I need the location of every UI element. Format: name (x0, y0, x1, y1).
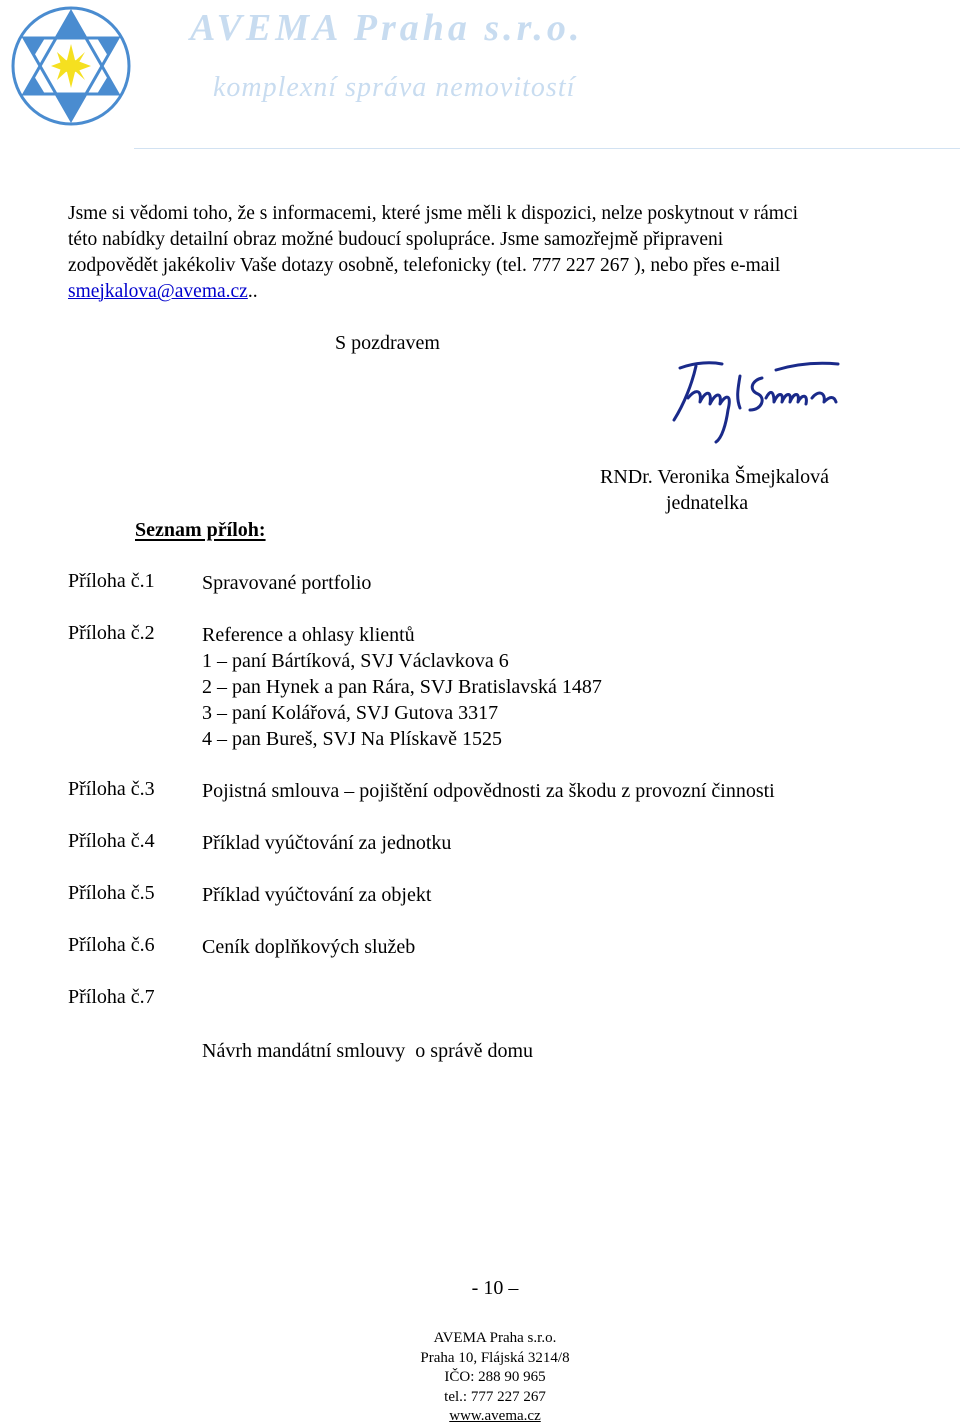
closing-paragraph (68, 201, 920, 305)
attachment-description (202, 622, 602, 752)
attachment-line: 3 – paní Kolářová, SVJ Gutova 3317 (202, 702, 499, 724)
company-name: AVEMA Praha s.r.o. (190, 7, 584, 49)
attachment-line: Spravované portfolio (202, 572, 372, 594)
attachment-line: 4 – pan Bureš, SVJ Na Plískavě 1525 (202, 728, 502, 750)
attachment-label: Příloha č.5 (68, 882, 155, 904)
attachment-line: Příklad vyúčtování za jednotku (202, 832, 452, 854)
attachments-heading: Seznam příloh: (135, 519, 266, 541)
attachment-description (202, 778, 775, 804)
attachment-line: Návrh mandátní smlouvy o správě domu (202, 1040, 534, 1062)
attachment-description (202, 934, 415, 960)
footer-web-link[interactable]: www.avema.cz (449, 1408, 541, 1425)
footer-company: AVEMA Praha s.r.o. (433, 1330, 557, 1346)
attachment-line: Příklad vyúčtování za objekt (202, 884, 432, 906)
paragraph-line: této nabídky detailní obraz možné budoucí spolupráce. Jsme samozřejmě připraveni (68, 229, 724, 250)
greeting: S pozdravem (335, 332, 440, 354)
signer-name: RNDr. Veronika Šmejkalová (600, 466, 830, 488)
paragraph-line (68, 279, 920, 305)
attachment-description (202, 570, 371, 596)
star-of-david-sun-logo-icon (8, 4, 134, 128)
attachment-description (202, 882, 431, 908)
attachment-description (202, 986, 533, 1090)
attachment-line: Reference a ohlasy klientů (202, 624, 415, 646)
attachment-label: Příloha č.2 (68, 622, 155, 644)
attachment-line: Pojistná smlouva – pojištění odpovědnosti za škodu z provozní činnosti (202, 780, 775, 802)
attachment-line: Ceník doplňkových služeb (202, 936, 416, 958)
page-number: - 10 – (471, 1277, 519, 1299)
attachment-label: Příloha č.3 (68, 778, 155, 800)
attachment-line: 1 – paní Bártíková, SVJ Václavkova 6 (202, 650, 509, 672)
attachment-description (202, 830, 451, 856)
attachment-label: Příloha č.4 (68, 830, 155, 852)
company-tagline: komplexní správa nemovitostí (213, 72, 576, 103)
handwritten-signature (666, 358, 842, 444)
paragraph-line: zodpovědět jakékoliv Vaše dotazy osobně, telefonicky (tel. 777 227 267 ), nebo přes e-mail (68, 255, 781, 276)
signer-role: jednatelka (666, 492, 749, 514)
company-logo (8, 4, 134, 128)
footer-tel: tel.: 777 227 267 (444, 1388, 546, 1405)
page-footer (0, 1329, 960, 1427)
footer-address: Praha 10, Flájská 3214/8 (420, 1349, 570, 1366)
paragraph-line: Jsme si vědomi toho, že s informacemi, které jsme měli k dispozici, nelze poskytnout v rámci (68, 203, 798, 224)
attachment-line: 2 – pan Hynek a pan Rára, SVJ Bratislavská 1487 (202, 676, 602, 698)
header-divider (134, 148, 960, 149)
attachment-label: Příloha č.7 (68, 986, 155, 1008)
email-link[interactable]: smejkalova@avema.cz (68, 281, 248, 302)
email-suffix: .. (247, 281, 258, 302)
attachment-label: Příloha č.6 (68, 934, 155, 956)
attachment-label: Příloha č.1 (68, 570, 155, 592)
footer-ico: IČO: 288 90 965 (444, 1369, 546, 1386)
